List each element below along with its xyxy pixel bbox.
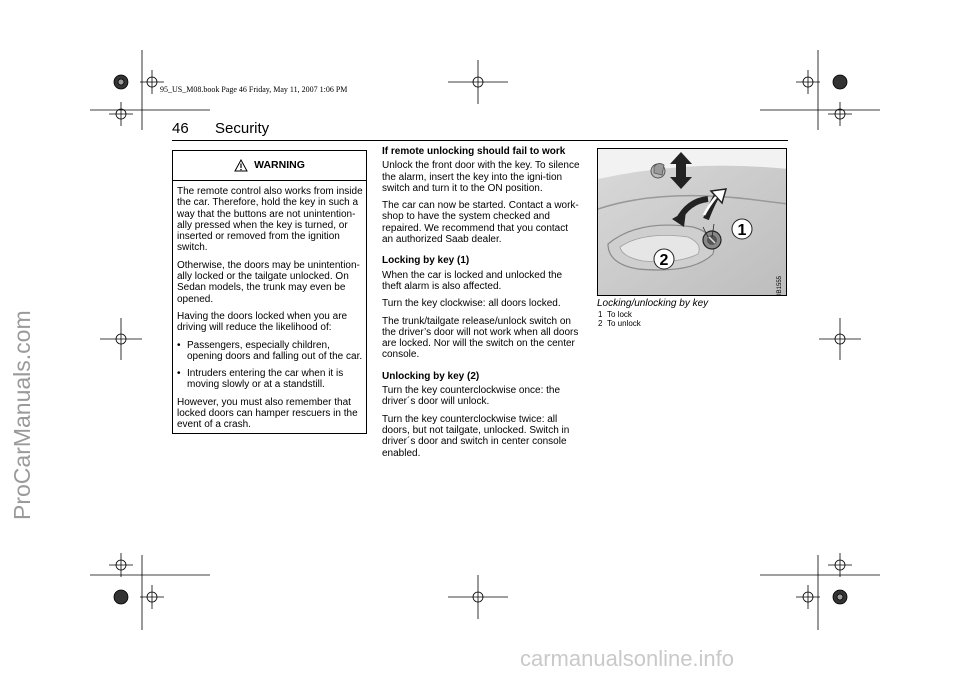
legend-item-lock: 1 To lock	[598, 310, 632, 319]
paragraph: When the car is locked and unlocked the theft alarm is also affected.	[382, 269, 563, 292]
watermark-carmanualsonline: carmanualsonline.info	[520, 646, 735, 671]
warning-paragraph-4: However, you must also remember that locked doors can hamper rescuers in the event of a crash.	[177, 396, 358, 431]
watermark-left-text: ProCarManuals.com	[9, 310, 35, 520]
warning-paragraph-2: Otherwise, the doors may be unintention-ally locked or the tailgate unlocked. On Sedan models, the trunk may even be opened.	[177, 259, 360, 305]
paragraph: Turn the key clockwise: all doors locked.	[382, 298, 561, 310]
main-text-column	[382, 146, 580, 465]
watermark-procarmanuals	[0, 0, 40, 678]
warning-box	[172, 150, 367, 434]
heading-unlocking-by-key: Unlocking by key (2)	[382, 370, 480, 382]
paragraph: The trunk/tailgate release/unlock switch on the driver’s door will not work when all doors are locked. Nor will the switch on the center console.	[382, 315, 579, 361]
warning-bullet: • Passengers, especially children, opening doors and falling out of the car.	[177, 340, 363, 363]
warning-triangle-icon	[234, 159, 248, 172]
heading-locking-by-key: Locking by key (1)	[382, 255, 470, 267]
warning-paragraph-1: The remote control also works from inside the car. Therefore, hold the key in such a way that the buttons are not unintention-ally pressed when the key is turned, or inserted or removed from the ignition switch.	[177, 186, 363, 254]
section-title: Security	[215, 120, 270, 137]
door-lock-drawing	[598, 149, 787, 296]
callout-2: 2	[659, 252, 669, 269]
figure-caption: Locking/unlocking by key	[597, 298, 709, 309]
warning-divider	[173, 180, 366, 181]
paragraph: The car can now be started. Contact a work-shop to have the system checked and repaired. We recommend that you contact an authorized Saab dealer.	[382, 200, 579, 246]
figure-code: IB1555	[777, 275, 783, 295]
heading-remote-unlock-fail: If remote unlocking should fail to work	[382, 146, 566, 157]
warning-bullet: • Intruders entering the car when it is moving slowly or at a standstill.	[177, 368, 363, 391]
paragraph: Unlock the front door with the key. To silence the alarm, insert the key into the igni-tion switch and turn it to the ON position.	[382, 160, 580, 194]
warning-title: WARNING	[254, 159, 305, 171]
callout-1: 1	[737, 222, 747, 239]
legend-item-unlock: 2 To unlock	[598, 319, 641, 328]
figure-legend	[598, 310, 641, 328]
lock-illustration	[597, 148, 787, 296]
header-rule	[172, 140, 788, 141]
warning-body	[177, 186, 363, 437]
paragraph: Turn the key counterclockwise once: the driver´s door will unlock.	[382, 385, 561, 408]
warning-header	[173, 151, 366, 179]
paragraph: Turn the key counterclockwise twice: all doors, but not tailgate, unlocked. Switch in driver´s door and switch in center console enabled.	[382, 413, 570, 459]
file-header: 95_US_M08.book Page 46 Friday, May 11, 2007 1:06 PM	[160, 85, 348, 94]
warning-paragraph-3: Having the doors locked when you are driving will reduce the likelihood of:	[177, 310, 348, 334]
page-number: 46	[172, 120, 189, 137]
